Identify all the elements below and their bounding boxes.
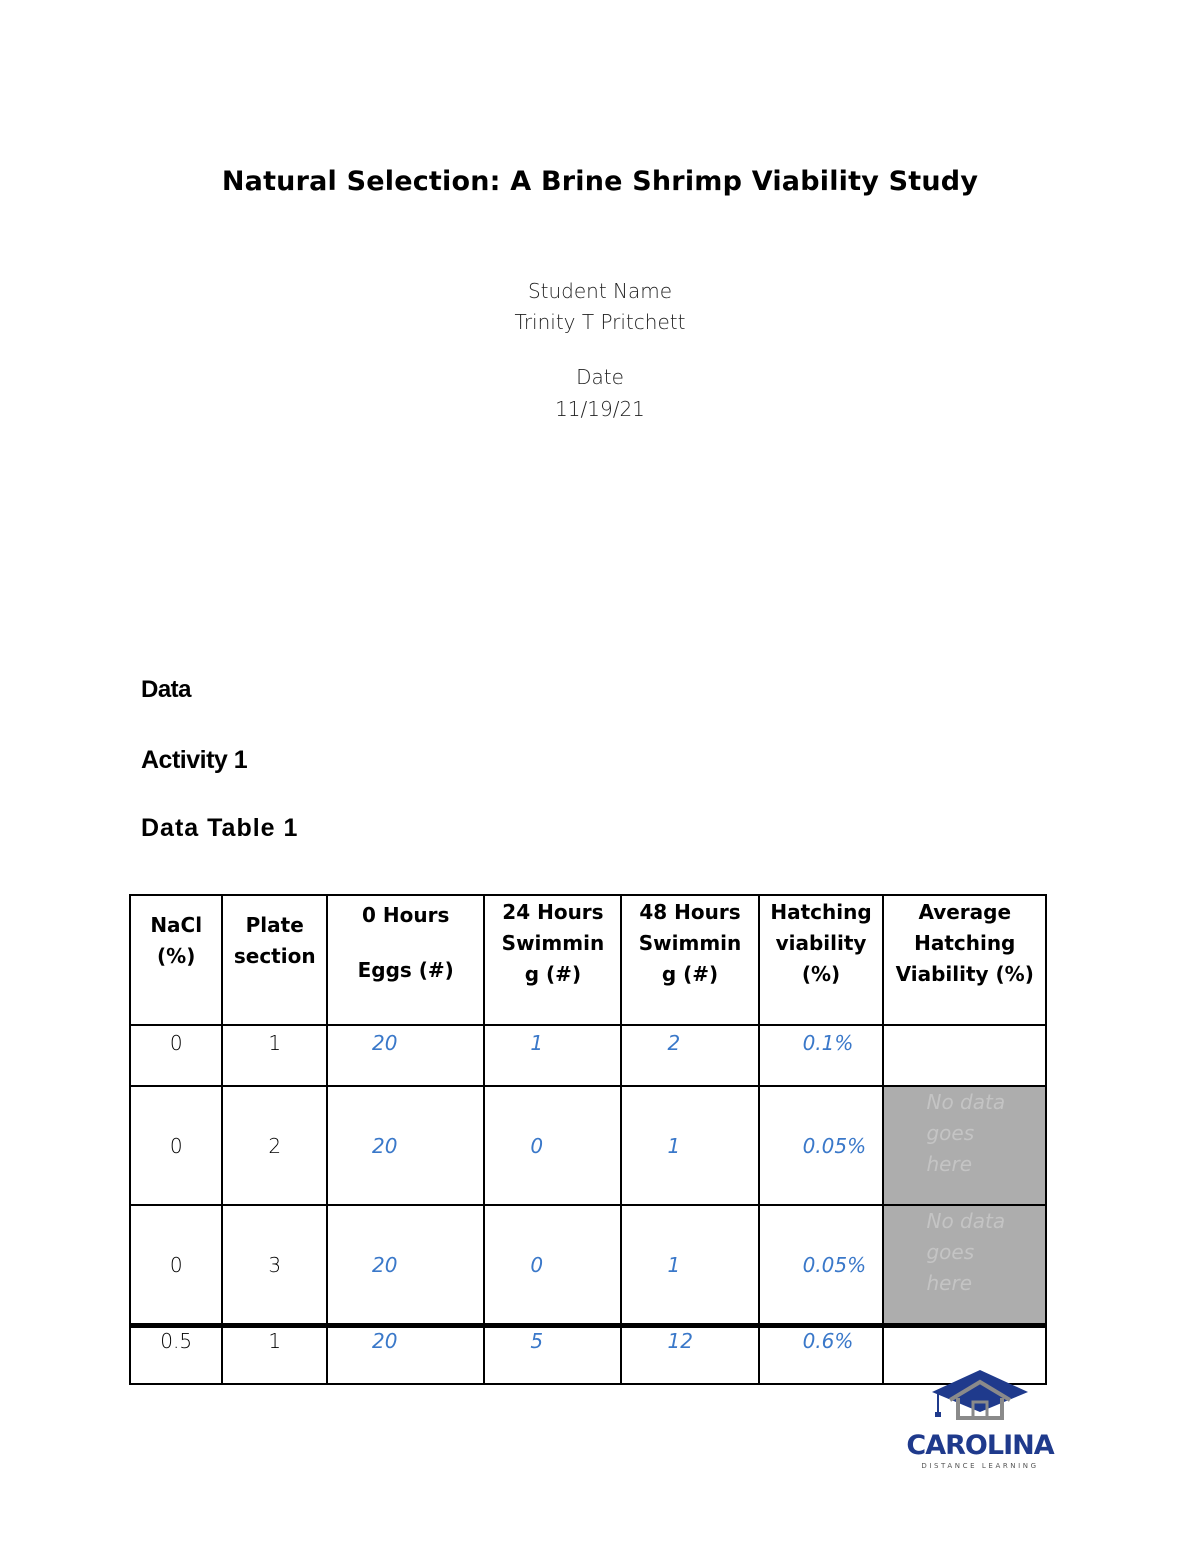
- cell-nacl: 0: [130, 1205, 222, 1326]
- cell-eggs[interactable]: 20: [327, 1326, 484, 1385]
- cell-nacl: 0: [130, 1086, 222, 1205]
- logo-brand-text: CAROLINA: [906, 1430, 1054, 1461]
- cell-average[interactable]: [883, 1025, 1046, 1086]
- header-48-hours: 48 Hours Swimmin g (#): [621, 895, 758, 1025]
- cell-plate: 2: [222, 1086, 327, 1205]
- cell-48h[interactable]: 2: [621, 1025, 758, 1086]
- cell-eggs[interactable]: 20: [327, 1205, 484, 1326]
- cell-nacl: 0: [130, 1025, 222, 1086]
- data-heading: Data: [141, 676, 192, 703]
- carolina-logo-graphic: [906, 1368, 1054, 1472]
- header-0-hours: 0 Hours Eggs (#): [327, 895, 484, 1025]
- cell-24h[interactable]: 0: [484, 1205, 621, 1326]
- cell-plate: 3: [222, 1205, 327, 1326]
- document-title: Natural Selection: A Brine Shrimp Viability Study: [221, 166, 979, 197]
- student-name-label: Student Name: [527, 279, 673, 303]
- cell-viability[interactable]: 0.05%: [759, 1086, 884, 1205]
- header-average-hatching-viability: Average Hatching Viability (%): [883, 895, 1046, 1025]
- header-plate-section: Plate section: [222, 895, 327, 1025]
- cell-viability[interactable]: 0.05%: [759, 1205, 884, 1326]
- cell-plate: 1: [222, 1326, 327, 1385]
- cell-nacl: 0.5: [130, 1326, 222, 1385]
- cell-24h[interactable]: 5: [484, 1326, 621, 1385]
- cell-average-disabled: No data goes here: [883, 1205, 1046, 1326]
- cell-48h[interactable]: 1: [621, 1086, 758, 1205]
- date-label: Date: [576, 365, 624, 389]
- header-hatching-viability: Hatching viability (%): [759, 895, 884, 1025]
- cell-eggs[interactable]: 20: [327, 1086, 484, 1205]
- cell-average-disabled: No data goes here: [883, 1086, 1046, 1205]
- cell-eggs[interactable]: 20: [327, 1025, 484, 1086]
- activity-heading: Activity 1: [141, 746, 248, 774]
- data-table-1: [129, 894, 1047, 1385]
- logo-tagline-text: DISTANCE LEARNING: [921, 1462, 1039, 1470]
- cell-24h[interactable]: 1: [484, 1025, 621, 1086]
- table-row: [130, 1086, 1046, 1205]
- student-name-value: Trinity T Pritchett: [514, 310, 686, 334]
- cell-48h[interactable]: 12: [621, 1326, 758, 1385]
- cell-24h[interactable]: 0: [484, 1086, 621, 1205]
- cell-plate: 1: [222, 1025, 327, 1086]
- cell-48h[interactable]: 1: [621, 1205, 758, 1326]
- date-value: 11/19/21: [555, 397, 645, 421]
- table-header-row: [130, 895, 1046, 1025]
- header-24-hours: 24 Hours Swimmin g (#): [484, 895, 621, 1025]
- cell-viability[interactable]: 0.1%: [759, 1025, 884, 1086]
- table-row: [130, 1205, 1046, 1326]
- header-nacl: NaCl (%): [130, 895, 222, 1025]
- carolina-logo: [906, 1368, 1054, 1472]
- table-row: [130, 1025, 1046, 1086]
- table-row: [130, 1326, 1046, 1385]
- table-heading: Data Table 1: [141, 814, 299, 842]
- mortarboard-icon: [932, 1370, 1028, 1412]
- cell-viability[interactable]: 0.6%: [759, 1326, 884, 1385]
